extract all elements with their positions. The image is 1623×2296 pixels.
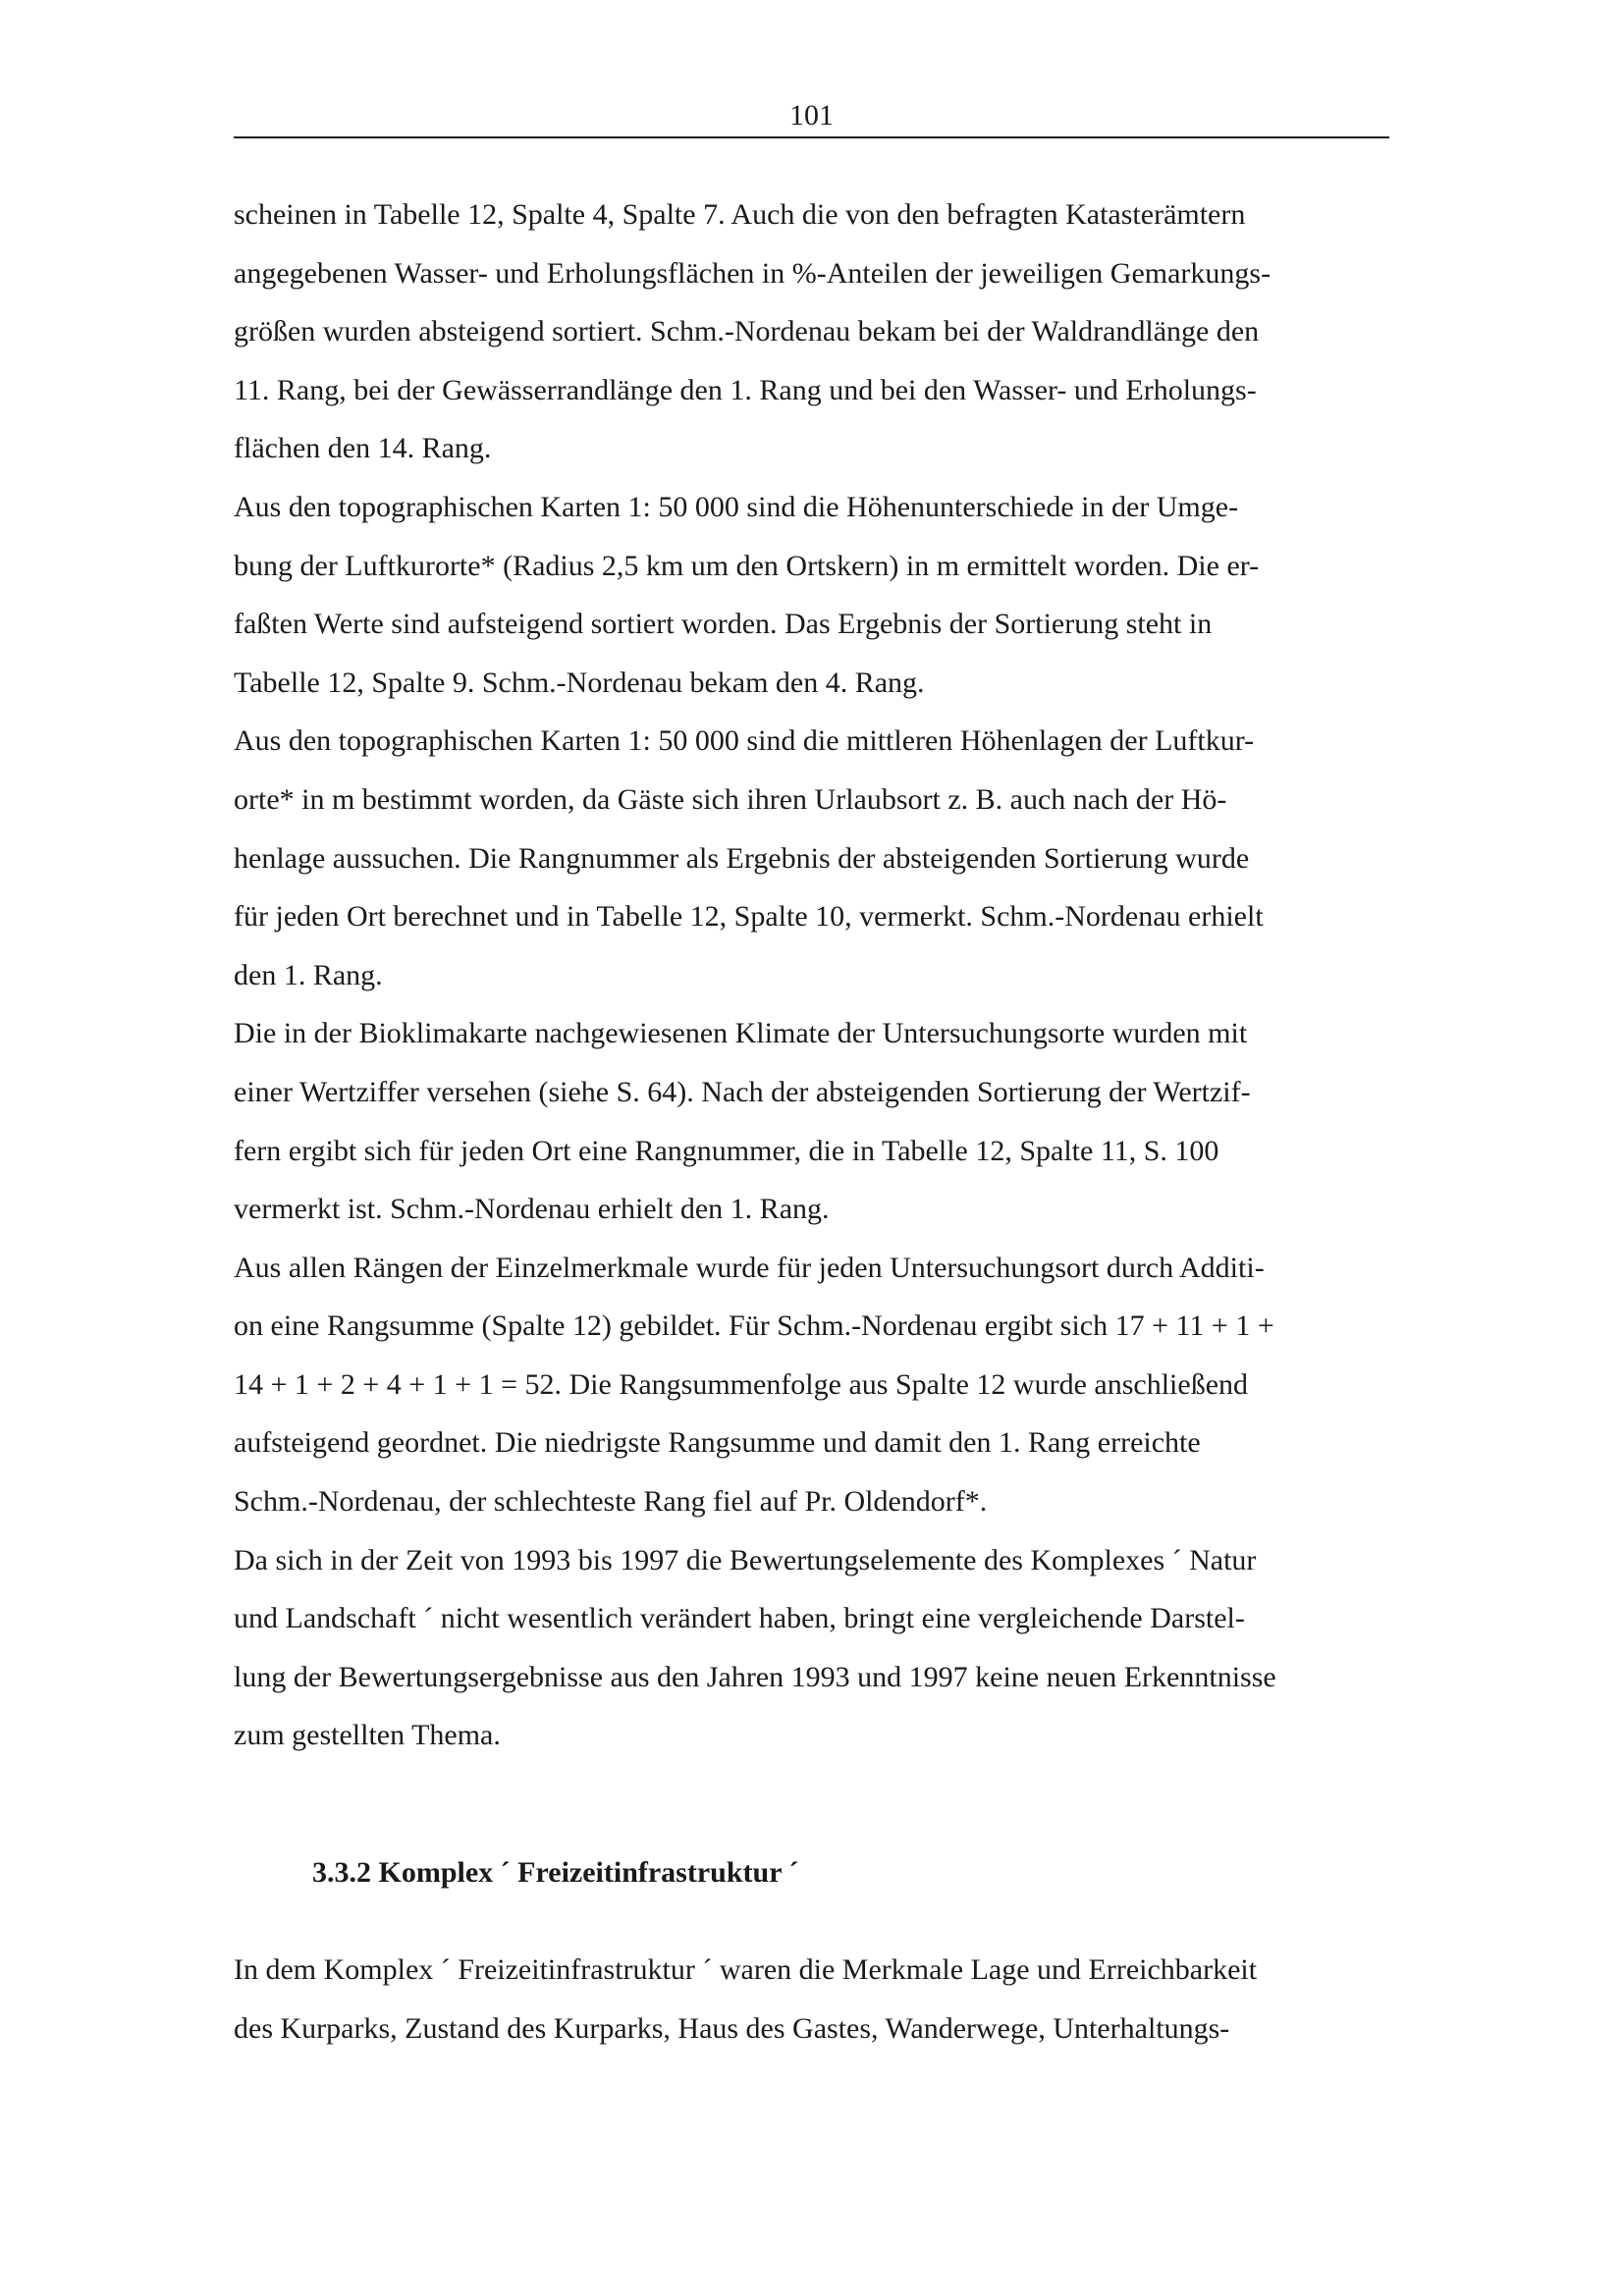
text-line: Schm.-Nordenau, der schlechteste Rang fiel auf Pr. Oldendorf*. <box>234 1485 988 1519</box>
text-line: Da sich in der Zeit von 1993 bis 1997 die Bewertungselemente des Komplexes ´ Natur <box>234 1543 1257 1576</box>
text-line: lung der Bewertungsergebnisse aus den Jahren 1993 und 1997 keine neuen Erkenntnisse <box>234 1660 1276 1693</box>
body-text <box>234 186 1412 1765</box>
page-number: 101 <box>789 99 834 132</box>
text-line: Aus allen Rängen der Einzelmerkmale wurde für jeden Untersuchungsort durch Additi- <box>234 1251 1265 1284</box>
text-line: für jeden Ort berechnet und in Tabelle 12, Spalte 10, vermerkt. Schm.-Nordenau erhielt <box>234 900 1264 934</box>
text-line: In dem Komplex ´ Freizeitinfrastruktur ´ waren die Merkmale Lage und Erreichbarkeit <box>234 1953 1258 1986</box>
text-line: 11. Rang, bei der Gewässerrandlänge den 1. Rang und bei den Wasser- und Erholungs- <box>234 373 1257 406</box>
text-line: Die in der Bioklimakarte nachgewiesenen Klimate der Untersuchungsorte wurden mit <box>234 1017 1248 1050</box>
text-line: des Kurparks, Zustand des Kurparks, Haus des Gastes, Wanderwege, Unterhaltungs- <box>234 2011 1230 2045</box>
text-line: on eine Rangsumme (Spalte 12) gebildet. Für Schm.-Nordenau ergibt sich 17 + 11 + 1 + <box>234 1309 1274 1343</box>
section-heading: 3.3.2 Komplex ´ Freizeitinfrastruktur ´ <box>312 1856 799 1889</box>
text-line: Tabelle 12, Spalte 9. Schm.-Nordenau bekam den 4. Rang. <box>234 666 925 699</box>
text-line: einer Wertziffer versehen (siehe S. 64). Nach der absteigenden Sortierung der Wertzif- <box>234 1075 1251 1108</box>
text-line: fern ergibt sich für jeden Ort eine Rangnummer, die in Tabelle 12, Spalte 11, S. 100 <box>234 1134 1219 1167</box>
text-line: größen wurden absteigend sortiert. Schm.-Nordenau bekam bei der Waldrandlänge den <box>234 315 1260 348</box>
text-line: henlage aussuchen. Die Rangnummer als Ergebnis der absteigenden Sortierung wurde <box>234 841 1250 875</box>
text-line: Aus den topographischen Karten 1: 50 000 sind die mittleren Höhenlagen der Luftkur- <box>234 724 1255 758</box>
text-line: bung der Luftkurorte* (Radius 2,5 km um den Ortskern) in m ermittelt worden. Die er- <box>234 549 1260 582</box>
header-rule <box>234 136 1389 138</box>
text-line: den 1. Rang. <box>234 958 383 991</box>
text-line: flächen den 14. Rang. <box>234 432 492 465</box>
text-line: orte* in m bestimmt worden, da Gäste sich ihren Urlaubsort z. B. auch nach der Hö- <box>234 782 1227 816</box>
text-line: Aus den topographischen Karten 1: 50 000 sind die Höhenunterschiede in der Umge- <box>234 490 1239 523</box>
section-text <box>234 1941 1412 2057</box>
text-line: vermerkt ist. Schm.-Nordenau erhielt den 1. Rang. <box>234 1193 830 1226</box>
text-line: angegebenen Wasser- und Erholungsflächen in %-Anteilen der jeweiligen Gemarkungs- <box>234 256 1271 290</box>
text-line: zum gestellten Thema. <box>234 1719 501 1752</box>
text-line: 14 + 1 + 2 + 4 + 1 + 1 = 52. Die Rangsummenfolge aus Spalte 12 wurde anschließend <box>234 1367 1249 1401</box>
text-line: aufsteigend geordnet. Die niedrigste Rangsumme und damit den 1. Rang erreichte <box>234 1426 1201 1460</box>
text-line: scheinen in Tabelle 12, Spalte 4, Spalte 7. Auch die von den befragten Katasterämtern <box>234 198 1246 231</box>
text-line: und Landschaft ´ nicht wesentlich verändert haben, bringt eine vergleichende Darstel- <box>234 1602 1245 1635</box>
text-line: faßten Werte sind aufsteigend sortiert worden. Das Ergebnis der Sortierung steht in <box>234 608 1213 641</box>
